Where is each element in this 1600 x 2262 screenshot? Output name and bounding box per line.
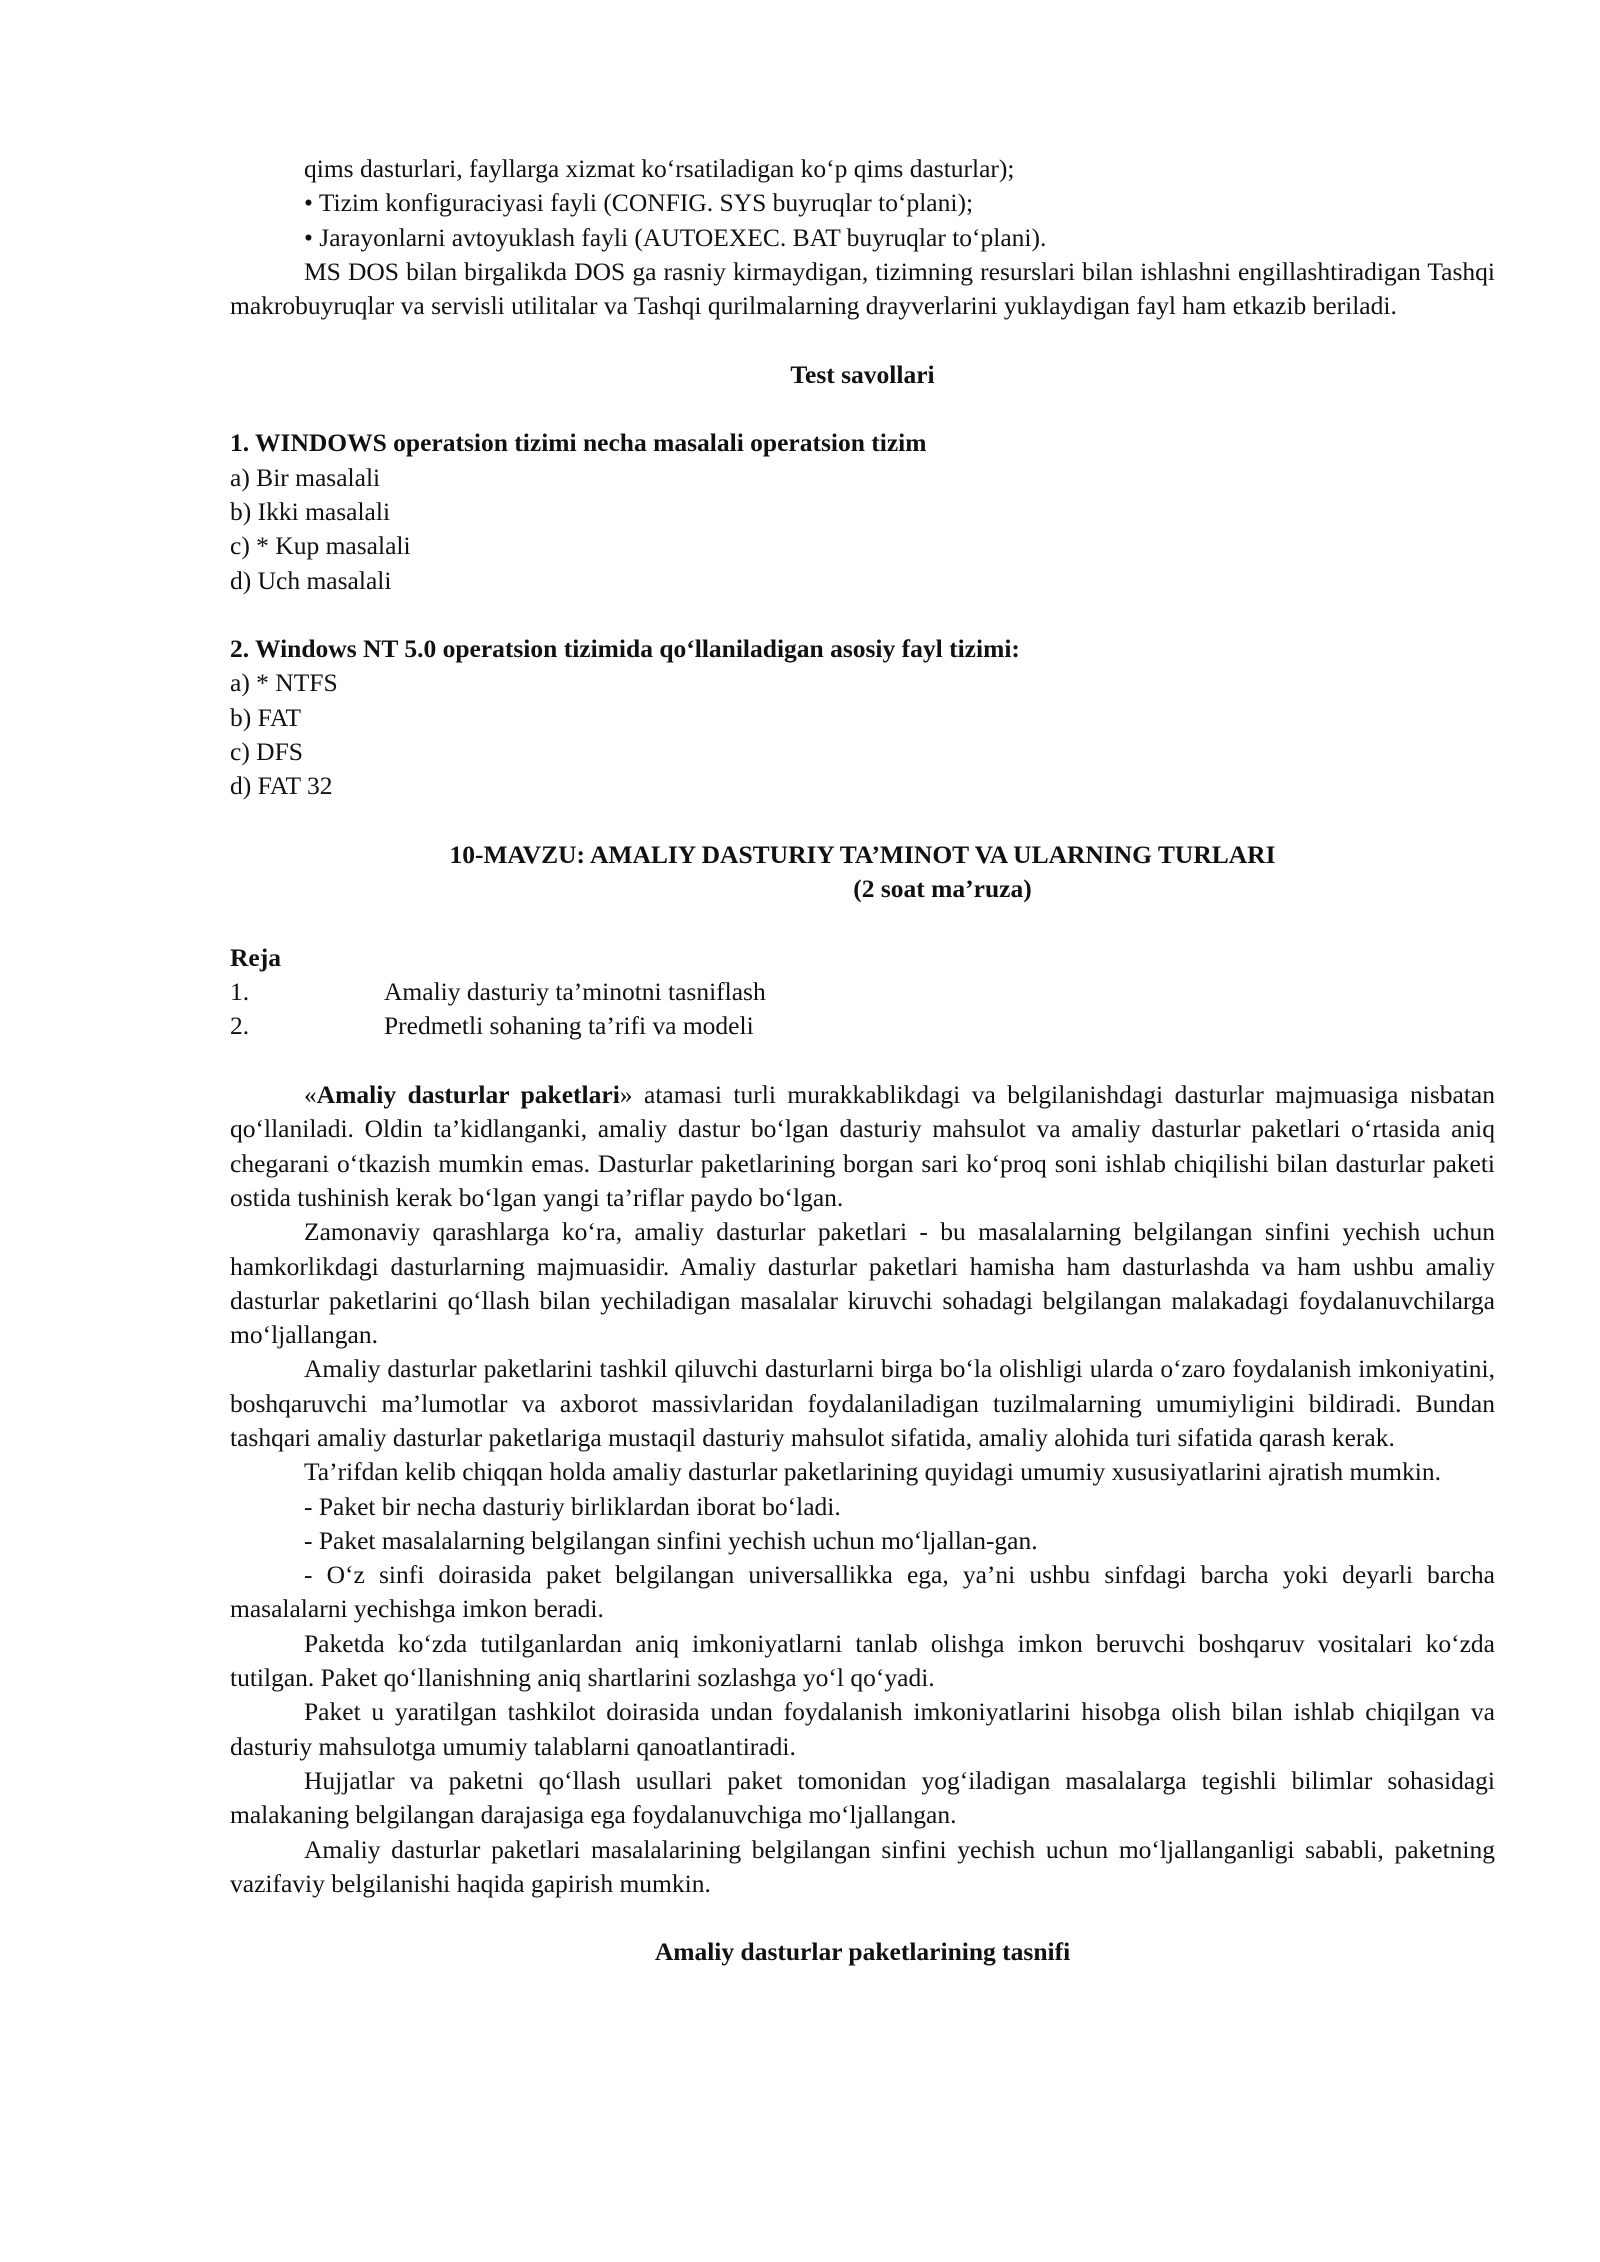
topic-title: 10-MAVZU: AMALIY DASTURIY TA’MINOT VA ULARNING TURLARI <box>449 839 1276 869</box>
body-paragraph-8: Amaliy dasturlar paketlari masalalarining belgilangan sinfini yechish uchun moʻljallanganligi sababli, paketning vazifaviy belgilanishi haqida gapirish mumkin. <box>230 1834 1495 1898</box>
spacer <box>230 1901 1495 1935</box>
topic-subtitle: (2 soat ma’ruza) <box>853 874 1032 904</box>
intro-bullet-config: • Tizim konfiguraciyasi fayli (CONFIG. SYS buyruqlar toʻplani); <box>304 188 974 218</box>
question-title: 1. WINDOWS operatsion tizimi necha masalali operatsion tizim <box>230 428 927 458</box>
body-paragraph-6: Paket u yaratilgan tashkilot doirasida undan foydalanish imkoniyatlarini hisobga olish bilan ishlab chiqilgan va dasturiy mahsulotga umumiy talablarni qanoatlantiradi. <box>230 1697 1495 1761</box>
reja-item-text: Predmetli sohaning ta’rifi va modeli <box>384 1011 754 1041</box>
body-paragraph-4: Ta’rifdan kelib chiqqan holda amaliy dasturlar paketlarining quyidagi umumiy xususiyatlarini ajratish mumkin. <box>304 1457 1441 1487</box>
spacer <box>230 392 1495 426</box>
question-2 <box>230 632 1495 803</box>
spacer <box>230 804 1495 838</box>
question-option: d) FAT 32 <box>230 771 333 801</box>
question-option: b) Ikki masalali <box>230 496 391 526</box>
reja-item <box>230 1009 1495 1043</box>
reja-item <box>230 975 1495 1009</box>
intro-line: qims dasturlari, fayllarga xizmat koʻrsatiladigan koʻp qims dasturlar); <box>304 154 1015 183</box>
body-paragraph-1 <box>230 1078 1495 1215</box>
body-paragraph-7: Hujjatlar va paketni qoʻllash usullari paket tomonidan yogʻiladigan masalalarga tegishli bilimlar sohasidagi malakaning belgilangan darajasiga ega foydalanuvchiga moʻljallangan. <box>230 1765 1495 1830</box>
question-option: a) * NTFS <box>230 668 338 698</box>
question-title: 2. Windows NT 5.0 operatsion tizimida qoʻllaniladigan asosiy fayl tizimi: <box>230 634 1020 664</box>
reja-item-text: Amaliy dasturiy ta’minotni tasniflash <box>384 977 766 1007</box>
test-heading: Test savollari <box>790 359 935 389</box>
bold-term: Amaliy dasturlar paketlari <box>316 1080 620 1110</box>
question-option: a) Bir masalali <box>230 462 381 492</box>
document-content <box>230 152 1495 1970</box>
question-1 <box>230 426 1495 597</box>
body-paragraph-2: Zamonaviy qarashlarga koʻra, amaliy dasturlar paketlari - bu masalalarning belgilangan sinfini yechish uchun hamkorlikdagi dasturlarning majmuasidir. Amaliy dasturlar paketlari hamisha ham dasturlashda va ham ushbu amaliy dasturlar paketlarini qoʻllash bilan yechiladigan masalalar kiruvchi sohadagi belgilangan malakadagi foydalanuvchilarga moʻljallangan. <box>230 1217 1495 1350</box>
dash-item-1: - Paket bir necha dasturiy birliklardan iborat boʻladi. <box>304 1491 841 1521</box>
reja-item-number: 1. <box>230 977 250 1007</box>
question-option: c) DFS <box>230 737 303 767</box>
classification-heading: Amaliy dasturlar paketlarining tasnifi <box>654 1937 1071 1967</box>
intro-paragraph: MS DOS bilan birgalikda DOS ga rasniy kirmaydigan, tizimning resurslari bilan ishlashni engillashtiradigan Tashqi makrobuyruqlar va servisli utilitalar va Tashqi qurilmalarning drayverlarini yuklaydigan fayl ham etkazib beriladi. <box>230 256 1495 321</box>
body-paragraph-3: Amaliy dasturlar paketlarini tashkil qiluvchi dasturlarni birga boʻla olishligi ularda oʻzaro foydalanish imkoniyatini, boshqaruvchi ma’lumotlar va axborot massivlaridan foydalaniladigan tuzilmalarning umumiyligini bildiradi. Bundan tashqari amaliy dasturlar paketlariga mustaqil dasturiy mahsulot sifatida, amaliy alohida turi sifatida qarash kerak. <box>230 1354 1495 1452</box>
reja-heading: Reja <box>230 942 281 972</box>
dash-item-2: - Paket masalalarning belgilangan sinfini yechish uchun moʻljallan-gan. <box>304 1525 1038 1555</box>
reja-item-number: 2. <box>230 1011 250 1041</box>
spacer <box>230 323 1495 357</box>
open-quote: « <box>304 1080 317 1110</box>
intro-bullet-autoexec: • Jarayonlarni avtoyuklash fayli (AUTOEXEC. BAT buyruqlar toʻplani). <box>304 222 1047 252</box>
spacer <box>230 1044 1495 1078</box>
dash-item-3: - Oʻz sinfi doirasida paket belgilangan universallikka ega, ya’ni ushbu sinfdagi barcha yoki deyarli barcha masalalarni yechishga imkon beradi. <box>230 1560 1495 1624</box>
question-option: d) Uch masalali <box>230 565 392 595</box>
spacer <box>230 598 1495 632</box>
question-option: c) * Kup masalali <box>230 531 411 561</box>
question-option: b) FAT <box>230 702 302 732</box>
paragraph-text: » atamasi turli murakkablikdagi va belgilanishdagi dasturlar majmuasiga nisbatan qoʻllaniladi. Oldin ta’kidlanganki, amaliy dastur boʻlgan dasturiy mahsulot va amaliy dasturlar paketlari oʻrtasida aniq chegarani oʻtkazish mumkin emas. Dasturlar paketlarining borgan sari koʻproq soni ishlab chiqilishi bilan dasturlar paketi ostida tushinish kerak boʻlgan yangi ta’riflar paydo boʻlgan. <box>230 1080 1495 1212</box>
spacer <box>230 907 1495 941</box>
body-paragraph-5: Paketda koʻzda tutilganlardan aniq imkoniyatlarni tanlab olishga imkon beruvchi boshqaruv vositalari koʻzda tutilgan. Paket qoʻllanishning aniq shartlarini sozlashga yoʻl qoʻyadi. <box>230 1628 1495 1693</box>
